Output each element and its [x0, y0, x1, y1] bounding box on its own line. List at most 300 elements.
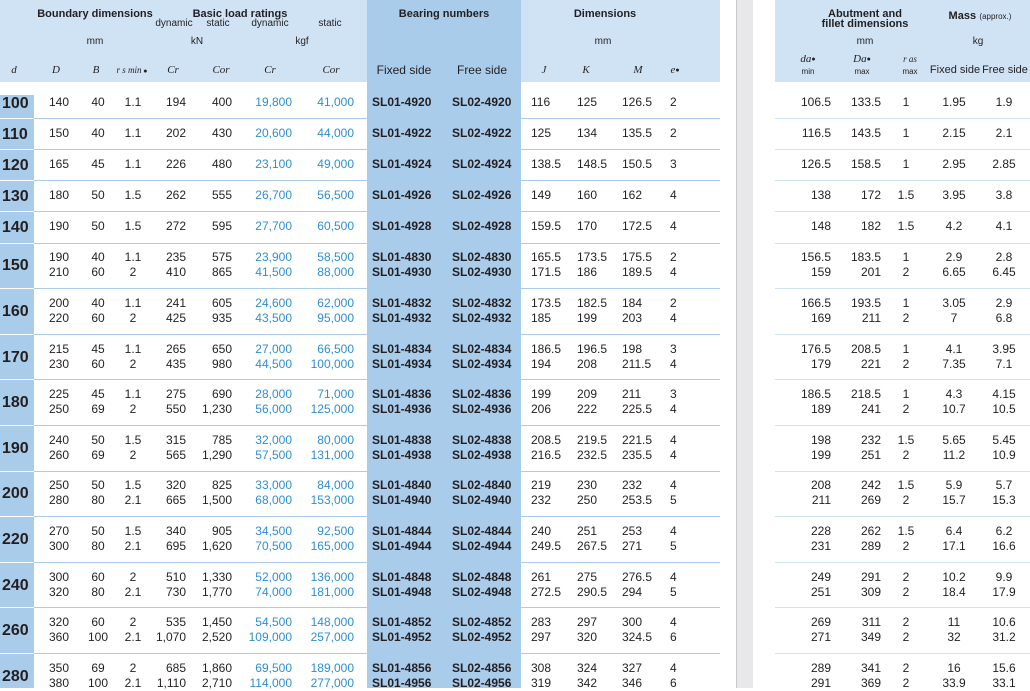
cell-Da: 208.5 [850, 341, 881, 356]
fixed-side-label: Fixed side [376, 63, 432, 77]
cell-M: 324.5 [622, 630, 653, 645]
cell-cor: 605 [211, 295, 232, 310]
cell-fixed: SL01-4852 [372, 615, 432, 630]
mass-unit: kg [972, 36, 984, 47]
cell-ra: 2 [902, 615, 910, 630]
cell-B: 60 [91, 569, 105, 584]
cell-D: 250 [48, 478, 70, 493]
cell-K: 324 [577, 660, 598, 675]
cell-B: 45 [91, 157, 105, 172]
cell-m2: 2.8 [995, 250, 1013, 265]
cell-m1: 4.2 [945, 219, 963, 234]
cell-m2: 10.5 [992, 402, 1016, 417]
row-divider [34, 243, 720, 244]
cell-e: 3 [670, 157, 677, 172]
cell-cr: 272 [165, 219, 186, 234]
cell-D: 300 [48, 569, 70, 584]
cell-J: 149 [531, 188, 552, 203]
cell-m1: 4.3 [945, 387, 963, 402]
page-gutter [737, 0, 753, 688]
cell-fixed: SL01-4930 [372, 265, 432, 280]
cell-cor: 865 [211, 265, 232, 280]
note-marker-icon: ● [866, 55, 871, 63]
cell-cr2: 57,500 [255, 447, 292, 462]
bore-diameter-d: 130 [2, 187, 29, 205]
cell-B: 80 [91, 584, 105, 599]
cell-r: 2 [129, 402, 137, 417]
cell-K: 209 [577, 387, 598, 402]
cell-cr2: 23,900 [255, 250, 292, 265]
cell-Da: 262 [860, 523, 881, 538]
cell-da: 106.5 [800, 95, 831, 110]
right-page [775, 0, 1030, 688]
row-divider [34, 288, 720, 289]
cell-J: 138.5 [531, 157, 562, 172]
row-divider [0, 562, 34, 563]
cell-cor: 980 [211, 356, 232, 371]
cell-m1: 16 [947, 660, 961, 675]
cell-free: SL02-4920 [452, 95, 512, 110]
cell-da: 189 [810, 402, 831, 417]
row-divider [0, 653, 34, 654]
cell-fixed: SL01-4938 [372, 447, 432, 462]
cell-J: 171.5 [531, 265, 562, 280]
cell-fixed: SL01-4924 [372, 157, 432, 172]
bore-diameter-d: 120 [2, 156, 29, 174]
cell-cor: 935 [211, 310, 232, 325]
cell-e: 2 [670, 250, 677, 265]
row-divider [34, 607, 720, 608]
cell-m2: 6.2 [995, 523, 1013, 538]
cell-r: 2.1 [124, 584, 142, 599]
bore-diameter-d: 140 [2, 218, 29, 236]
cell-B: 40 [91, 126, 105, 141]
cell-cr: 730 [165, 584, 186, 599]
cell-Da: 201 [860, 265, 881, 280]
cell-r: 2 [129, 356, 137, 371]
dynamic-label-kn: dynamic [155, 18, 193, 29]
cell-free: SL02-4928 [452, 219, 512, 234]
row-divider [34, 118, 720, 119]
cell-r: 1.1 [124, 157, 142, 172]
cell-cor2: 131,000 [310, 447, 354, 462]
cell-e: 4 [670, 660, 677, 675]
cell-M: 184 [622, 295, 643, 310]
cell-m1: 5.65 [942, 432, 966, 447]
cell-cor2: 84,000 [317, 478, 354, 493]
cell-cr2: 26,700 [255, 188, 292, 203]
cell-m2: 10.6 [992, 615, 1016, 630]
cell-cor2: 58,500 [317, 250, 354, 265]
cell-J: 199 [531, 387, 552, 402]
cell-D: 150 [48, 126, 70, 141]
cell-J: 208.5 [531, 432, 562, 447]
cell-cr2: 23,100 [255, 157, 292, 172]
symbol-Cor-kgf: Cor [322, 64, 340, 76]
cell-J: 319 [531, 675, 552, 690]
row-divider [0, 118, 34, 119]
row-divider [34, 471, 720, 472]
cell-da: 179 [810, 356, 831, 371]
cell-B: 50 [91, 478, 105, 493]
cell-cr: 194 [165, 95, 186, 110]
cell-m1: 10.7 [942, 402, 966, 417]
bore-diameter-d: 180 [2, 394, 29, 412]
cell-cr: 665 [165, 493, 186, 508]
cell-Da: 221 [860, 356, 881, 371]
cell-B: 60 [91, 310, 105, 325]
cell-m2: 17.9 [992, 584, 1016, 599]
abutment-unit: mm [856, 36, 874, 47]
cell-cor: 1,290 [201, 447, 232, 462]
row-divider [34, 379, 720, 380]
cell-cor: 430 [211, 126, 232, 141]
cell-J: 261 [531, 569, 552, 584]
cell-free: SL02-4852 [452, 615, 512, 630]
cell-e: 2 [670, 95, 677, 110]
cell-D: 280 [48, 493, 70, 508]
cell-B: 60 [91, 265, 105, 280]
cell-K: 297 [577, 615, 598, 630]
cell-B: 40 [91, 95, 105, 110]
cell-e: 2 [670, 295, 677, 310]
cell-K: 134 [577, 126, 598, 141]
cell-M: 232 [622, 478, 643, 493]
cell-D: 220 [48, 310, 70, 325]
cell-M: 198 [622, 341, 643, 356]
row-divider [775, 243, 1030, 244]
cell-D: 190 [48, 219, 70, 234]
cell-m2: 2.9 [995, 295, 1013, 310]
symbol-Cr-kgf: Cr [264, 64, 276, 76]
cell-Da: 289 [860, 538, 881, 553]
cell-da: 249 [810, 569, 831, 584]
cell-cr: 241 [165, 295, 186, 310]
cell-ra: 2 [902, 493, 910, 508]
cell-cr: 425 [165, 310, 186, 325]
cell-da: 166.5 [800, 295, 831, 310]
cell-cor2: 153,000 [310, 493, 354, 508]
cell-Da: 251 [860, 447, 881, 462]
cell-r: 1.5 [124, 432, 142, 447]
cell-B: 40 [91, 250, 105, 265]
cell-K: 275 [577, 569, 598, 584]
note-marker-icon: ● [811, 55, 816, 63]
cell-e: 5 [670, 493, 677, 508]
cell-cor: 1,330 [201, 569, 232, 584]
cell-Da: 309 [860, 584, 881, 599]
cell-e: 4 [670, 432, 677, 447]
symbol-B: B [92, 64, 100, 76]
cell-fixed: SL01-4956 [372, 675, 432, 690]
cell-cr: 202 [165, 126, 186, 141]
cell-J: 186.5 [531, 341, 562, 356]
cell-K: 170 [577, 219, 598, 234]
cell-cr2: 32,000 [255, 432, 292, 447]
cell-ra: 2 [902, 447, 910, 462]
cell-cr2: 54,500 [255, 615, 292, 630]
cell-D: 190 [48, 250, 70, 265]
symbol-J: J [541, 64, 547, 76]
cell-free: SL02-4930 [452, 265, 512, 280]
cell-da: 251 [810, 584, 831, 599]
cell-m2: 4.15 [992, 387, 1016, 402]
cell-ra: 2 [902, 265, 910, 280]
cell-fixed: SL01-4836 [372, 387, 432, 402]
cell-J: 308 [531, 660, 552, 675]
cell-r: 2 [129, 447, 137, 462]
mass-free-label: Free side [982, 64, 1028, 76]
cell-cr: 550 [165, 402, 186, 417]
cell-e: 4 [670, 356, 677, 371]
cell-cr2: 68,000 [255, 493, 292, 508]
cell-cor2: 49,000 [317, 157, 354, 172]
cell-r: 1.1 [124, 387, 142, 402]
cell-free: SL02-4840 [452, 478, 512, 493]
cell-m1: 4.1 [945, 341, 963, 356]
cell-B: 60 [91, 615, 105, 630]
cell-ra: 2 [902, 584, 910, 599]
bore-column-band [0, 95, 34, 688]
cell-M: 235.5 [622, 447, 653, 462]
cell-da: 116.5 [801, 126, 831, 141]
cell-Da: 311 [861, 615, 881, 630]
cell-cor2: 92,500 [317, 523, 354, 538]
cell-cor2: 148,000 [310, 615, 354, 630]
cell-m1: 17.1 [942, 538, 966, 553]
cell-r: 2.1 [124, 675, 142, 690]
cell-cr2: 41,500 [255, 265, 292, 280]
static-label-kgf: static [318, 18, 342, 29]
cell-M: 346 [622, 675, 643, 690]
cell-m1: 2.9 [945, 250, 963, 265]
cell-r: 2 [129, 660, 137, 675]
cell-cor2: 100,000 [310, 356, 354, 371]
row-divider [34, 149, 720, 150]
cell-Da: 211 [861, 310, 881, 325]
symbol-D: D [52, 64, 60, 76]
cell-cr: 695 [165, 538, 186, 553]
cell-Da: 241 [860, 402, 881, 417]
row-divider [0, 288, 34, 289]
row-divider [775, 607, 1030, 608]
cell-M: 294 [622, 584, 643, 599]
cell-M: 253 [622, 523, 643, 538]
cell-da: 289 [810, 660, 831, 675]
cell-r: 2.1 [124, 630, 142, 645]
cell-J: 297 [531, 630, 552, 645]
cell-free: SL02-4932 [452, 310, 512, 325]
cell-B: 69 [91, 402, 105, 417]
cell-Da: 143.5 [850, 126, 881, 141]
cell-m1: 18.4 [942, 584, 966, 599]
cell-fixed: SL01-4944 [372, 538, 432, 553]
cell-J: 232 [531, 493, 552, 508]
row-divider [0, 334, 34, 335]
cell-D: 350 [48, 660, 70, 675]
cell-free: SL02-4926 [452, 188, 512, 203]
cell-fixed: SL01-4922 [372, 126, 432, 141]
cell-r: 1.1 [124, 341, 142, 356]
cell-J: 283 [531, 615, 552, 630]
row-divider [0, 180, 34, 181]
cell-e: 4 [670, 188, 677, 203]
cell-m2: 2.1 [995, 126, 1013, 141]
cell-cor: 555 [211, 188, 232, 203]
cell-K: 251 [577, 523, 598, 538]
row-divider [775, 425, 1030, 426]
cell-D: 380 [48, 675, 70, 690]
cell-D: 210 [48, 265, 70, 280]
cell-Da: 349 [860, 630, 881, 645]
cell-m2: 16.6 [992, 538, 1016, 553]
cell-J: 159.5 [531, 219, 562, 234]
cell-fixed: SL01-4920 [372, 95, 432, 110]
cell-e: 4 [670, 523, 677, 538]
cell-fixed: SL01-4830 [372, 250, 432, 265]
row-divider [775, 288, 1030, 289]
symbol-da: da● [800, 53, 816, 65]
cell-free: SL02-4856 [452, 660, 512, 675]
dimensions-heading: Dimensions [573, 8, 637, 20]
cell-da: 211 [811, 493, 831, 508]
cell-J: 206 [531, 402, 552, 417]
cell-fixed: SL01-4952 [372, 630, 432, 645]
row-divider [775, 180, 1030, 181]
bore-diameter-d: 240 [2, 576, 29, 594]
cell-D: 360 [48, 630, 70, 645]
cell-J: 173.5 [531, 295, 562, 310]
cell-fixed: SL01-4844 [372, 523, 432, 538]
free-side-label: Free side [456, 63, 508, 77]
symbol-ras: r as [903, 54, 917, 64]
cell-cor2: 125,000 [310, 402, 354, 417]
cell-ra: 2 [902, 675, 910, 690]
cell-cr2: 109,000 [248, 630, 292, 645]
cell-free: SL02-4838 [452, 432, 512, 447]
cell-ra: 2 [902, 660, 910, 675]
cell-free: SL02-4938 [452, 447, 512, 462]
cell-D: 215 [48, 341, 70, 356]
symbol-Da: Da● [853, 53, 871, 65]
cell-fixed: SL01-4856 [372, 660, 432, 675]
cell-cr2: 27,700 [255, 219, 292, 234]
cell-cr: 235 [165, 250, 186, 265]
cell-J: 125 [531, 126, 552, 141]
cell-m1: 1.95 [942, 95, 966, 110]
cell-cor2: 80,000 [317, 432, 354, 447]
mass-heading: Mass (approx.) [948, 10, 1012, 22]
static-label-kn: static [206, 18, 230, 29]
cell-Da: 183.5 [850, 250, 881, 265]
cell-cr2: 69,500 [255, 660, 292, 675]
cell-K: 222 [577, 402, 598, 417]
cell-M: 221.5 [622, 432, 653, 447]
cell-r: 2.1 [124, 538, 142, 553]
cell-J: 185 [531, 310, 552, 325]
kn-unit: kN [190, 36, 204, 47]
cell-m2: 15.6 [992, 660, 1016, 675]
cell-K: 182.5 [577, 295, 608, 310]
cell-m1: 11.2 [942, 447, 966, 462]
cell-m2: 6.45 [992, 265, 1016, 280]
cell-m1: 32 [947, 630, 961, 645]
cell-cor2: 165,000 [310, 538, 354, 553]
row-divider [34, 180, 720, 181]
cell-cor: 2,710 [201, 675, 232, 690]
cell-cor: 575 [211, 250, 232, 265]
cell-e: 4 [670, 265, 677, 280]
cell-m1: 2.15 [942, 126, 966, 141]
cell-B: 50 [91, 219, 105, 234]
cell-m2: 10.9 [992, 447, 1016, 462]
cell-Da: 369 [860, 675, 881, 690]
cell-e: 4 [670, 402, 677, 417]
cell-fixed: SL01-4838 [372, 432, 432, 447]
row-divider [34, 211, 720, 212]
cell-cr2: 24,600 [255, 295, 292, 310]
row-divider [0, 516, 34, 517]
cell-cor: 650 [211, 341, 232, 356]
cell-r: 1.5 [124, 523, 142, 538]
cell-m2: 3.95 [992, 341, 1016, 356]
cell-cor: 825 [211, 478, 232, 493]
cell-B: 100 [87, 675, 109, 690]
symbol-d: d [11, 64, 17, 76]
cell-cr: 262 [165, 188, 186, 203]
cell-ra: 1 [902, 295, 910, 310]
cell-ra: 1 [902, 387, 910, 402]
cell-M: 189.5 [622, 265, 653, 280]
cell-free: SL02-4830 [452, 250, 512, 265]
cell-ra: 1.5 [897, 188, 915, 203]
cell-m1: 3.05 [942, 295, 966, 310]
symbol-M: M [633, 64, 643, 76]
cell-da: 148 [810, 219, 831, 234]
cell-r: 1.1 [124, 126, 142, 141]
cell-M: 162 [622, 188, 643, 203]
cell-cor2: 71,000 [317, 387, 354, 402]
cell-cr2: 19,800 [255, 95, 292, 110]
cell-cor2: 277,000 [310, 675, 354, 690]
cell-J: 216.5 [531, 447, 562, 462]
cell-M: 276.5 [622, 569, 653, 584]
bore-diameter-d: 260 [2, 622, 29, 640]
cell-da: 159 [810, 265, 831, 280]
cell-cr: 320 [165, 478, 186, 493]
cell-Da: 232 [860, 432, 881, 447]
cell-cr2: 70,500 [255, 538, 292, 553]
cell-cor: 785 [211, 432, 232, 447]
cell-free: SL02-4836 [452, 387, 512, 402]
row-divider [0, 425, 34, 426]
cell-e: 4 [670, 219, 677, 234]
cell-cr2: 33,000 [255, 478, 292, 493]
cell-m1: 10.2 [942, 569, 966, 584]
row-divider [775, 334, 1030, 335]
cell-M: 150.5 [622, 157, 653, 172]
cell-cor2: 60,500 [317, 219, 354, 234]
cell-ra: 1 [902, 250, 910, 265]
cell-free: SL02-4952 [452, 630, 512, 645]
cell-ra: 1.5 [897, 432, 915, 447]
cell-fixed: SL01-4832 [372, 295, 432, 310]
cell-free: SL02-4956 [452, 675, 512, 690]
cell-K: 199 [577, 310, 598, 325]
cell-m1: 33.9 [942, 675, 966, 690]
cell-m2: 5.7 [995, 478, 1013, 493]
dynamic-label-kgf: dynamic [251, 18, 289, 29]
